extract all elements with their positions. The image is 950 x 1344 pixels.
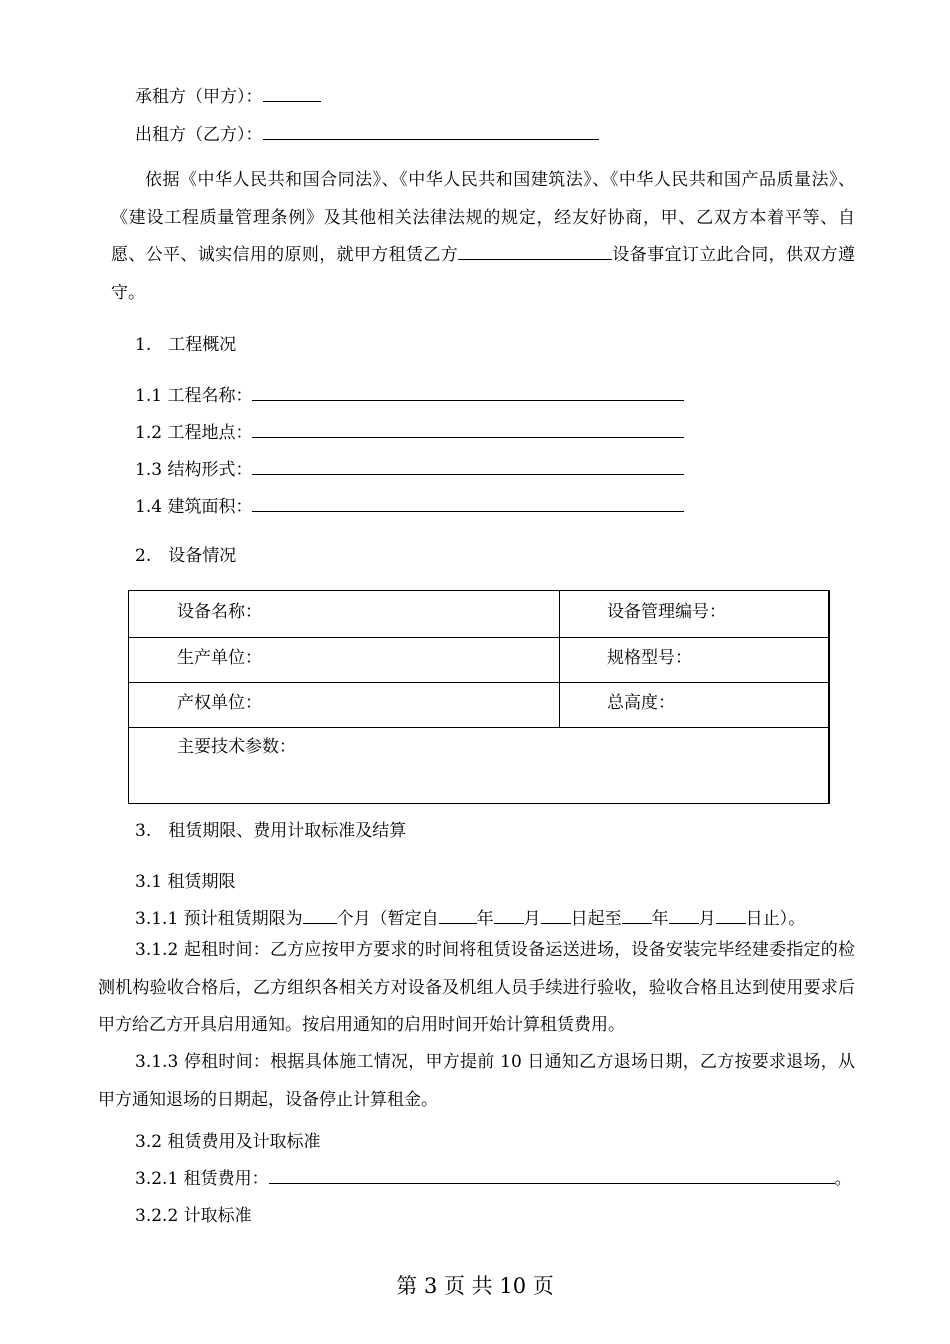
intro-part1: 依据《中华人民共和国合同法》、《中华人民共和国建筑法》、《中华人民共和国产品质量法》、《建设工程质量管理条例》及其他相关法律法规的规定，经友好协商，甲、乙双方本着平等、自愿、公平、诚实信用的原则，就甲方租赁乙方	[111, 170, 855, 265]
lessee-label: 承租方（甲方）：	[135, 87, 263, 107]
equipment-name-cell: 设备名称：	[177, 602, 262, 622]
s311-d: 月	[523, 909, 541, 929]
s313-text: 3.1.3 停租时间：根据具体施工情况，甲方提前 10 日通知乙方退场日期，乙方按要求退场，从甲方通知退场的日期起，设备停止计算租金。	[98, 1052, 855, 1110]
lessee-blank	[263, 83, 321, 102]
s311-b: 个月（暂定自	[336, 909, 439, 929]
s311-e: 日起至	[570, 909, 622, 929]
project-location-label: 1.2 工程地点：	[135, 423, 253, 443]
lessee-line	[135, 82, 321, 107]
s321-line	[135, 1164, 852, 1189]
lessor-line	[135, 120, 599, 145]
section3-title: 3. 租赁期限、费用计取标准及结算	[135, 821, 407, 841]
structure-form-label: 1.3 结构形式：	[135, 460, 253, 480]
building-area-blank	[252, 493, 684, 512]
project-location-line	[135, 418, 684, 443]
owner-cell: 产权单位：	[177, 693, 262, 713]
months-blank	[303, 905, 337, 924]
project-location-blank	[252, 419, 684, 438]
manufacturer-cell: 生产单位：	[177, 648, 262, 668]
s311-g: 月	[698, 909, 716, 929]
s32-heading: 3.2 租赁费用及计取标准	[135, 1132, 321, 1152]
building-area-label: 1.4 建筑面积：	[135, 497, 253, 517]
s311-line	[135, 904, 805, 929]
s321-end: 。	[834, 1169, 852, 1189]
building-area-line	[135, 492, 684, 517]
start-year-blank	[439, 905, 477, 924]
structure-form-line	[135, 455, 684, 480]
management-no-cell: 设备管理编号：	[607, 602, 726, 622]
end-month-blank	[669, 905, 699, 924]
project-name-blank	[252, 382, 684, 401]
s312-paragraph	[98, 932, 855, 1045]
s321-label: 3.2.1 租赁费用：	[135, 1169, 269, 1189]
s311-a: 3.1.1 预计租赁期限为	[135, 909, 303, 929]
start-month-blank	[494, 905, 524, 924]
s322-heading: 3.2.2 计取标准	[135, 1206, 252, 1226]
project-name-line	[135, 381, 684, 406]
model-cell: 规格型号：	[607, 648, 692, 668]
lessor-blank	[263, 121, 599, 140]
table-divider	[559, 591, 560, 728]
s311-f: 年	[651, 909, 669, 929]
s311-h: 日止）。	[745, 909, 806, 929]
section1-title: 1. 工程概况	[135, 335, 237, 355]
project-name-label: 1.1 工程名称：	[135, 386, 253, 406]
end-day-blank	[716, 905, 746, 924]
end-year-blank	[622, 905, 652, 924]
intro-part2: 设备事宜订立此合同，供双方遵守。	[111, 245, 856, 303]
s31-heading: 3.1 租赁期限	[135, 872, 236, 892]
intro-paragraph	[111, 162, 855, 312]
total-height-cell: 总高度：	[607, 693, 675, 713]
page-footer: 第 3 页 共 10 页	[396, 1274, 554, 1298]
s313-paragraph	[98, 1044, 855, 1119]
equipment-blank	[458, 241, 612, 260]
s311-c: 年	[476, 909, 494, 929]
tech-params-cell: 主要技术参数：	[177, 737, 296, 757]
equipment-table	[128, 590, 830, 804]
s312-text: 3.1.2 起租时间：乙方应按甲方要求的时间将租赁设备运送进场，设备安装完毕经建委指定的检测机构验收合格后，乙方组织各相关方对设备及机组人员手续进行验收，验收合格且达到使用要求后甲方给乙方开具启用通知。按启用通知的启用时间开始计算租赁费用。	[98, 940, 855, 1035]
section2-title: 2. 设备情况	[135, 546, 237, 566]
start-day-blank	[541, 905, 571, 924]
structure-form-blank	[252, 456, 684, 475]
rental-fee-blank	[269, 1165, 835, 1184]
lessor-label: 出租方（乙方）：	[135, 125, 263, 145]
